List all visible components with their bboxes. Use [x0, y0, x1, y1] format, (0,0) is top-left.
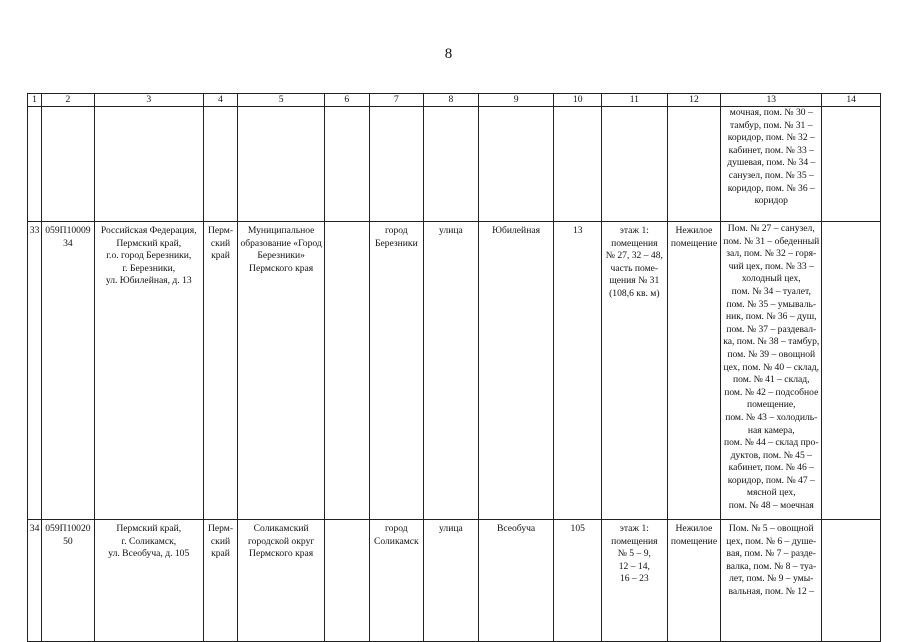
table-cell-col-13	[721, 107, 822, 222]
cell-text-line: часть поме-	[610, 262, 659, 274]
column-header: 7	[369, 94, 424, 107]
table-cell-col-9	[478, 222, 554, 520]
cell-text-line: 13	[572, 225, 583, 236]
cell-text-line: Соликамский	[253, 523, 309, 534]
cell-text-line: (108,6 кв. м)	[609, 287, 660, 299]
cell-text-line: пом. № 41 – склад,	[732, 374, 810, 386]
cell-text-line: № 5 – 9,	[617, 548, 651, 560]
cell-text-line: Пермского края	[249, 262, 314, 274]
column-header: 12	[667, 94, 721, 107]
table-cell-col-11	[601, 222, 667, 520]
cell-text-line: пом. № 43 – холодиль-	[725, 411, 818, 423]
table-cell-col-10	[554, 222, 602, 520]
cell-text-line: край	[211, 250, 230, 262]
cell-text-line: город	[384, 523, 408, 534]
table-cell-col-9	[478, 107, 554, 222]
cell-text-line: ский	[210, 535, 231, 547]
table-cell-col-12	[667, 107, 721, 222]
cell-text-line: щения № 31	[609, 275, 660, 287]
cell-text-line: городской округ	[247, 535, 315, 547]
table-cell-col-12	[667, 222, 721, 520]
cell-text-line: душевая, пом. № 34 –	[727, 157, 816, 169]
table-cell-col-6	[325, 222, 369, 520]
cell-text-line: 50	[63, 535, 73, 547]
cell-text-line: кабинет, пом. № 33 –	[728, 144, 814, 156]
cell-text-line: ул. Всеобуча, д. 105	[108, 548, 190, 560]
table-cell-col-4	[203, 222, 237, 520]
cell-text-line: коридор, пом. № 36 –	[727, 182, 815, 194]
cell-text-line: зал, пом. № 32 – горя-	[726, 248, 817, 260]
cell-text-line: Юбилейная	[492, 225, 541, 236]
cell-text-line: Российская Федерация,	[100, 225, 197, 236]
register-table	[27, 93, 881, 642]
cell-text-line: № 27, 32 – 48,	[605, 250, 663, 262]
table-cell-col-3	[94, 222, 203, 520]
cell-text-line: Всеобуча	[496, 523, 536, 534]
table-cell-col-3	[94, 520, 203, 642]
cell-text-line: Пом. № 27 – санузел,	[727, 223, 815, 234]
cell-text-line: вая, пом. № 7 – разде-	[726, 548, 816, 560]
table-cell-col-3	[94, 107, 203, 222]
cell-text-line: помещение	[670, 535, 718, 547]
cell-text-line: 059П10009	[45, 225, 91, 236]
cell-text-line: помещения	[611, 237, 658, 249]
cell-text-line: Соликамск	[373, 535, 419, 547]
table-cell-col-12	[667, 520, 721, 642]
cell-text-line: цех, пом. № 6 – душе-	[726, 535, 817, 547]
cell-text-line: вальная, пом. № 12 –	[728, 585, 814, 597]
column-header: 11	[601, 94, 667, 107]
cell-text-line: пом. № 42 – подсобное	[724, 386, 819, 398]
column-header: 8	[424, 94, 479, 107]
cell-text-line: Муниципальное	[247, 225, 315, 236]
column-header: 3	[94, 94, 203, 107]
cell-text-line: Березники»	[257, 250, 305, 262]
cell-text-line: ная камера,	[747, 424, 795, 436]
cell-text-line: тамбур, пом. № 31 –	[730, 119, 813, 131]
cell-text-line: этаж 1:	[619, 523, 649, 534]
cell-text-line: чий цех, пом. № 33 –	[728, 260, 814, 272]
cell-text-line: лет, пом. № 9 – умы-	[729, 573, 814, 585]
cell-text-line: 33	[29, 225, 40, 236]
column-header: 13	[721, 94, 822, 107]
table-row	[28, 107, 881, 222]
cell-text-line: ка, пом. № 38 – тамбур,	[723, 336, 820, 348]
cell-text-line: г. Соликамск,	[121, 535, 177, 547]
table-cell-col-7	[369, 520, 424, 642]
page-number: 8	[444, 46, 453, 62]
table-cell-col-8	[424, 520, 479, 642]
table-cell-col-14	[822, 520, 881, 642]
table-cell-col-5	[238, 222, 325, 520]
table-cell-col-14	[822, 222, 881, 520]
table-cell-col-1	[28, 520, 42, 642]
table-cell-col-2	[42, 222, 95, 520]
cell-text-line: Перм-	[207, 523, 234, 534]
cell-text-line: помещения	[611, 535, 658, 547]
cell-text-line: мясной цех,	[746, 487, 796, 499]
cell-text-line: Нежилое	[675, 523, 713, 534]
cell-text-line: 059П10020	[45, 523, 91, 534]
table-cell-col-4	[203, 520, 237, 642]
table-cell-col-7	[369, 107, 424, 222]
cell-text-line: ник, пом. № 36 – душ,	[725, 311, 817, 323]
cell-text-line: помещение,	[746, 399, 796, 411]
cell-text-line: Березники	[374, 237, 418, 249]
table-cell-col-1	[28, 107, 42, 222]
table-cell-col-13	[721, 222, 822, 520]
table-cell-col-5	[238, 520, 325, 642]
cell-text-line: пом. № 48 – моечная	[728, 500, 814, 512]
table-cell-col-10	[554, 520, 602, 642]
column-header: 4	[203, 94, 237, 107]
cell-text-line: улица	[439, 225, 463, 236]
cell-text-line: 16 – 23	[619, 573, 649, 585]
cell-text-line: пом. № 44 – склад про-	[724, 437, 819, 449]
table-cell-col-13	[721, 520, 822, 642]
cell-text-line: холодный цех,	[741, 273, 801, 285]
cell-text-line: пом. № 31 – обеденный	[723, 235, 820, 247]
cell-text-line: помещение	[670, 237, 718, 249]
cell-text-line: цех, пом. № 40 – склад,	[723, 361, 819, 373]
cell-text-line: коридор	[754, 195, 788, 207]
cell-text-line: пом. № 37 – раздевал-	[726, 323, 817, 335]
cell-text-line: 34	[29, 523, 40, 534]
cell-text-line: Пермский край,	[116, 237, 182, 249]
table-cell-col-9	[478, 520, 554, 642]
column-header: 2	[42, 94, 95, 107]
cell-text-line: город	[384, 225, 408, 236]
cell-text-line: коридор, пом. № 47 –	[727, 474, 815, 486]
cell-text-line: край	[211, 548, 230, 560]
cell-text-line: коридор, пом. № 32 –	[727, 132, 815, 144]
cell-text-line: санузел, пом. № 35 –	[728, 169, 814, 181]
cell-text-line: 12 – 14,	[618, 560, 650, 572]
cell-text-line: Нежилое	[675, 225, 713, 236]
column-header: 14	[822, 94, 881, 107]
cell-text-line: Пом. № 5 – овощной	[728, 523, 814, 534]
cell-text-line: кабинет, пом. № 46 –	[728, 462, 814, 474]
table-cell-col-14	[822, 107, 881, 222]
cell-text-line: валка, пом. № 8 – туа-	[726, 560, 817, 572]
cell-text-line: г. Березники,	[122, 262, 176, 274]
cell-text-line: пом. № 39 – овощной	[727, 348, 816, 360]
cell-text-line: г.о. город Березники,	[106, 250, 192, 262]
column-header: 1	[28, 94, 42, 107]
cell-text-line: образование «Город	[240, 237, 322, 249]
table-cell-col-10	[554, 107, 602, 222]
table-cell-col-11	[601, 520, 667, 642]
table-cell-col-6	[325, 107, 369, 222]
table-cell-col-11	[601, 107, 667, 222]
column-header: 5	[238, 94, 325, 107]
cell-text-line: Пермский край,	[116, 523, 182, 534]
table-cell-col-1	[28, 222, 42, 520]
table-row	[28, 222, 881, 520]
cell-text-line: ул. Юбилейная, д. 13	[105, 275, 192, 287]
column-number-row	[28, 94, 881, 107]
table-cell-col-5	[238, 107, 325, 222]
table-cell-col-2	[42, 107, 95, 222]
table-cell-col-8	[424, 222, 479, 520]
column-header: 9	[478, 94, 554, 107]
table-cell-col-7	[369, 222, 424, 520]
cell-text-line: Пермского края	[249, 548, 314, 560]
cell-text-line: 105	[570, 523, 585, 534]
cell-text-line: пом. № 34 – туалет,	[731, 285, 811, 297]
table-cell-col-2	[42, 520, 95, 642]
cell-text-line: Перм-	[207, 225, 234, 236]
cell-text-line: дуктов, пом. № 45 –	[730, 449, 812, 461]
cell-text-line: 34	[63, 237, 73, 249]
cell-text-line: этаж 1:	[619, 225, 649, 236]
cell-text-line: улица	[439, 523, 463, 534]
column-header: 6	[325, 94, 369, 107]
table-row	[28, 520, 881, 642]
column-header: 10	[554, 94, 602, 107]
cell-text-line: пом. № 35 – умываль-	[726, 298, 817, 310]
table-cell-col-4	[203, 107, 237, 222]
table-cell-col-6	[325, 520, 369, 642]
cell-text-line: ский	[210, 237, 231, 249]
table-cell-col-8	[424, 107, 479, 222]
cell-text-line: мочная, пом. № 30 –	[729, 107, 813, 118]
